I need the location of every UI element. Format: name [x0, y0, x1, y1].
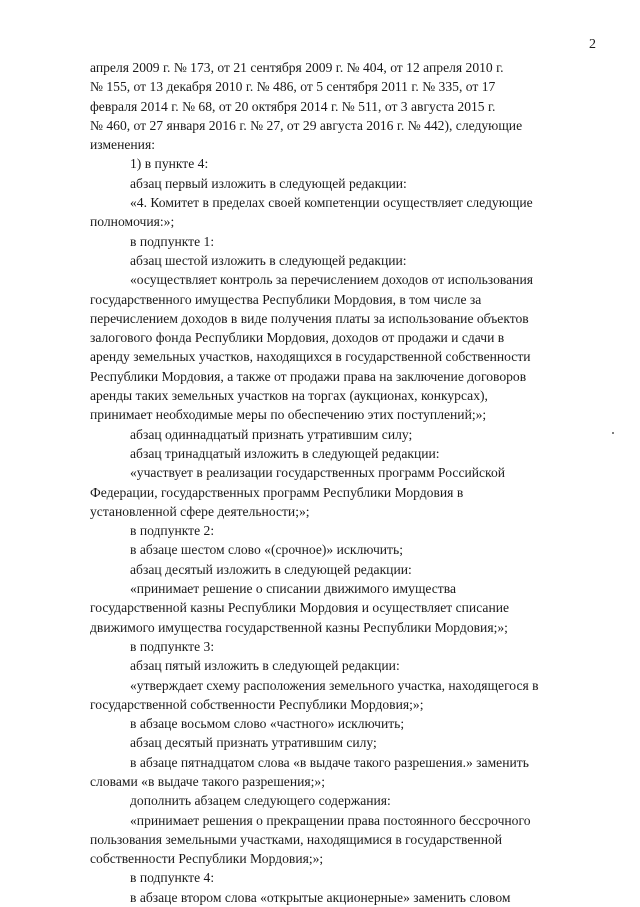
text-line: Федерации, государственных программ Республики Мордовия в [90, 484, 464, 500]
text-line: в абзаце втором слова «открытые акционерные» заменить словом [130, 889, 511, 905]
text-line: «принимает решение о списании движимого имущества [130, 581, 457, 597]
text-line: дополнить абзацем следующего содержания: [130, 793, 391, 809]
text-line: государственного имущества Республики Мордовия, в том числе за [90, 291, 482, 307]
text-line: абзац первый изложить в следующей редакции: [130, 175, 407, 191]
text-line: абзац шестой изложить в следующей редакции: [130, 252, 407, 268]
page-number: 2 [589, 37, 596, 52]
text-line: в абзаце шестом слово «(срочное)» исключить; [130, 542, 403, 558]
text-line: «4. Комитет в пределах своей компетенции осуществляет следующие [130, 195, 533, 211]
text-line: «принимает решения о прекращении права постоянного бессрочного [130, 812, 531, 828]
text-line: абзац тринадцатый изложить в следующей редакции: [130, 445, 440, 461]
text-line: залогового фонда Республики Мордовия, доходов от продажи и сдачи в [90, 330, 505, 346]
text-line: в подпункте 4: [130, 870, 215, 886]
text-line: Республики Мордовия, а также от продажи права на заключение договоров [90, 368, 527, 384]
text-line: абзац десятый изложить в следующей редакции: [130, 561, 412, 577]
text-line: абзац пятый изложить в следующей редакции: [130, 658, 400, 674]
text-line: апреля 2009 г. № 173, от 21 сентября 2009 г. № 404, от 12 апреля 2010 г. [90, 60, 504, 75]
text-line: перечислением доходов в виде получения платы за использование объектов [90, 310, 529, 326]
text-line: абзац десятый признать утратившим силу; [130, 735, 377, 751]
text-line: № 460, от 27 января 2016 г. № 27, от 29 августа 2016 г. № 442), следующие [90, 117, 523, 133]
text-line: государственной собственности Республики Мордовия;»; [90, 696, 424, 712]
text-line: движимого имущества государственной казны Республики Мордовия;»; [90, 619, 508, 635]
text-line: в подпункте 2: [130, 523, 215, 539]
text-line: февраля 2014 г. № 68, от 20 октября 2014 г. № 511, от 3 августа 2015 г. [90, 98, 496, 114]
text-line: в абзаце восьмом слово «частного» исключить; [130, 716, 405, 732]
text-line: «участвует в реализации государственных программ Российской [130, 465, 506, 481]
text-line: изменения: [90, 137, 155, 153]
text-line: «утверждает схему расположения земельного участка, находящегося в [130, 677, 539, 693]
text-line: государственной казны Республики Мордовия и осуществляет списание [90, 600, 510, 616]
text-line: в подпункте 3: [130, 638, 215, 654]
text-line: 1) в пункте 4: [130, 156, 209, 172]
document-body [90, 58, 598, 907]
text-line: аренды таких земельных участков на торгах (аукционах, конкурсах), [90, 388, 488, 404]
scan-speck [612, 432, 614, 434]
text-line: аренду земельных участков, находящихся в государственной собственности [90, 349, 531, 365]
text-line: «осуществляет контроль за перечислением доходов от использования [130, 272, 533, 288]
text-line: установленной сфере деятельности;»; [90, 503, 310, 519]
text-line: в подпункте 1: [130, 233, 215, 249]
text-line: № 155, от 13 декабря 2010 г. № 486, от 5 сентября 2011 г. № 335, от 17 [90, 79, 496, 95]
text-line: пользования земельными участками, находящимися в государственной [90, 831, 503, 847]
text-line: словами «в выдаче такого разрешения;»; [90, 773, 325, 789]
text-line: собственности Республики Мордовия;»; [90, 851, 324, 867]
text-line: полномочия:»; [90, 214, 175, 230]
text-line: в абзаце пятнадцатом слова «в выдаче такого разрешения.» заменить [130, 754, 529, 770]
text-line: принимает необходимые меры по обеспечению этих поступлений;»; [90, 407, 487, 423]
text-line: абзац одиннадцатый признать утратившим силу; [130, 426, 413, 442]
